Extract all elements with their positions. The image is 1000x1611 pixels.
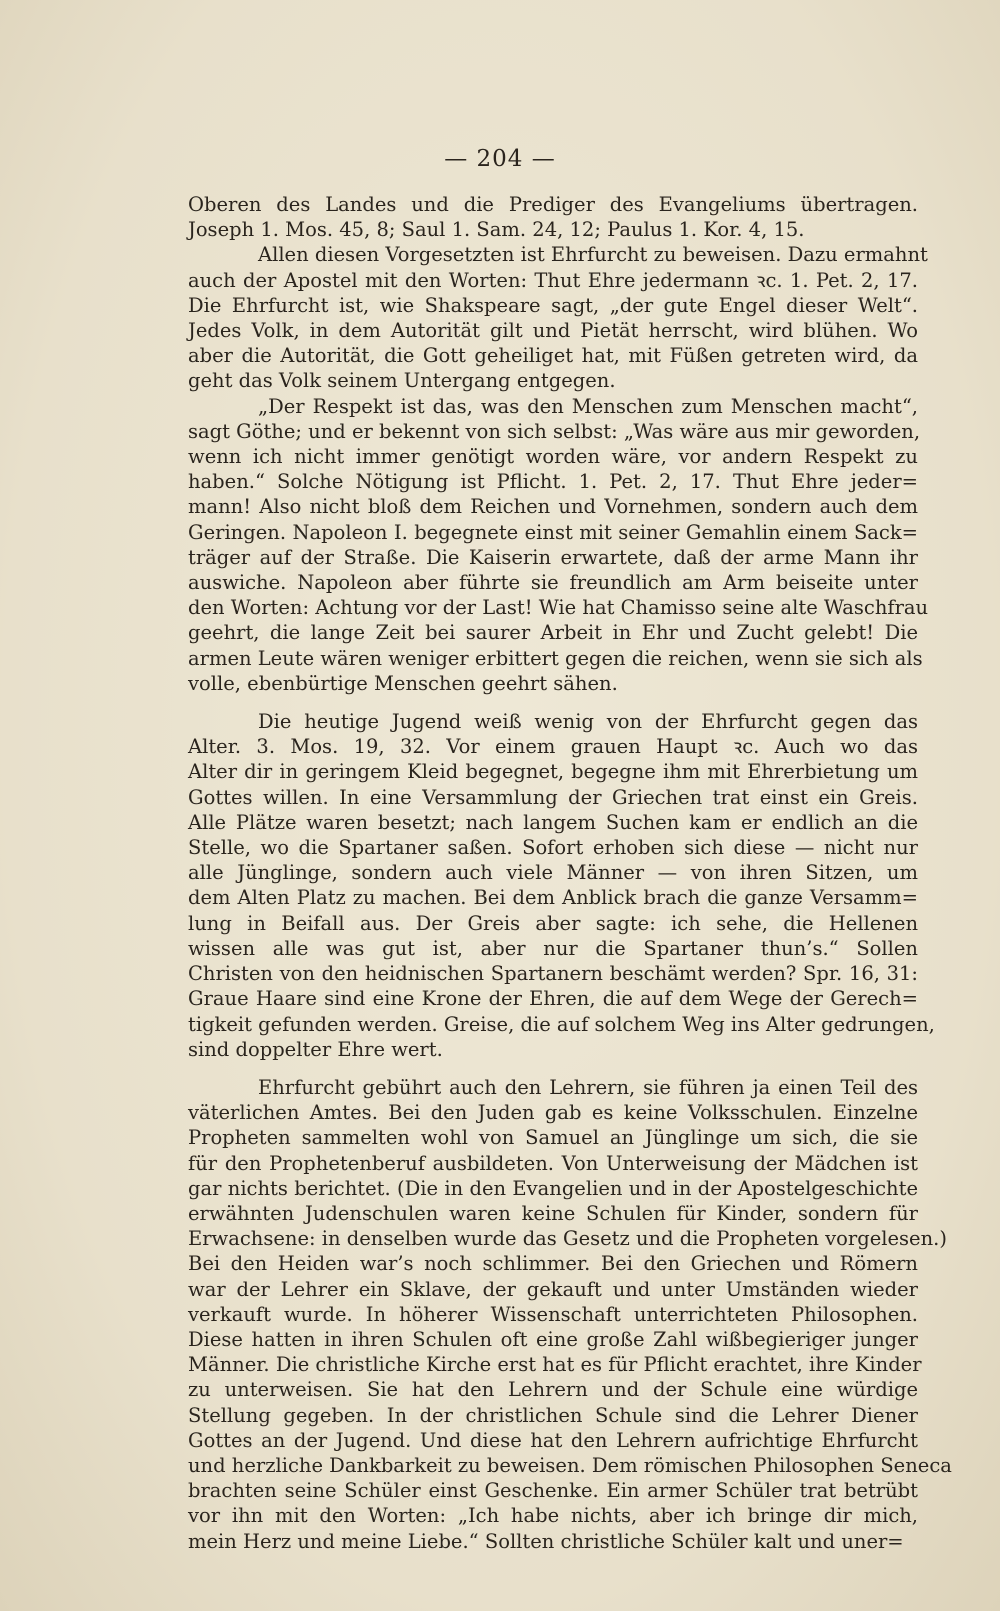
text-line: Geringen. Napoleon I. begegnete einst mit seiner Gemahlin einem Sack=: [188, 520, 918, 544]
text-line: und herzliche Dankbarkeit zu beweisen. Dem römischen Philosophen Seneca: [188, 1453, 952, 1477]
text-line: vor ihn mit den Worten: „Ich habe nichts, aber ich bringe dir mich,: [188, 1504, 918, 1528]
text-line: zu unterweisen. Sie hat den Lehrern und der Schule eine würdige: [188, 1378, 918, 1402]
text-line: Stellung gegeben. In der christlichen Schule sind die Lehrer Diener: [188, 1403, 918, 1427]
text-line: Stelle, wo die Spartaner saßen. Sofort erhoben sich diese — nicht nur: [188, 836, 918, 860]
text-line: Oberen des Landes und die Prediger des Evangeliums übertragen.: [188, 193, 918, 216]
text-line: Propheten sammelten wohl von Samuel an Jünglinge um sich, die sie: [188, 1126, 918, 1150]
text-line: träger auf der Straße. Die Kaiserin erwartete, daß der arme Mann ihr: [188, 545, 918, 569]
text-line: verkauft wurde. In höherer Wissenschaft unterrichteten Philosophen.: [188, 1302, 918, 1326]
text-line: gar nichts berichtet. (Die in den Evangelien und in der Apostelgeschichte: [188, 1176, 918, 1200]
text-line: Allen diesen Vorgesetzten ist Ehrfurcht zu beweisen. Dazu ermahnt: [258, 243, 928, 267]
paragraph-3: [188, 394, 929, 696]
text-line: aber die Autorität, die Gott geheiliget hat, mit Füßen getreten wird, da: [188, 344, 918, 368]
text-line: alle Jünglinge, sondern auch viele Männer — von ihren Sitzen, um: [188, 861, 918, 885]
text-line: Joseph 1. Mos. 45, 8; Saul 1. Sam. 24, 12; Paulus 1. Kor. 4, 15.: [188, 218, 805, 242]
text-line: sind doppelter Ehre wert.: [188, 1037, 443, 1061]
text-line: geehrt, die lange Zeit bei saurer Arbeit in Ehr und Zucht gelebt! Die: [188, 621, 918, 645]
text-line: Gottes willen. In eine Versammlung der Griechen trat einst ein Greis.: [188, 785, 918, 809]
text-line: Jedes Volk, in dem Autorität gilt und Pietät herrscht, wird blühen. Wo: [188, 319, 918, 343]
text-line: wenn ich nicht immer genötigt worden wäre, vor andern Respekt zu: [188, 445, 918, 469]
text-line: Alter dir in geringem Kleid begegnet, begegne ihm mit Ehrerbietung um: [188, 760, 918, 784]
text-line: „Der Respekt ist das, was den Menschen zum Menschen macht“,: [258, 394, 918, 418]
text-line: Die Ehrfurcht ist, wie Shakspeare sagt, „der gute Engel dieser Welt“.: [188, 293, 918, 317]
text-line: dem Alten Platz zu machen. Bei dem Anblick brach die ganze Versamm=: [188, 886, 918, 910]
paragraph-5: [188, 1075, 952, 1554]
text-line: Alter. 3. Mos. 19, 32. Vor einem grauen Haupt ꝛc. Auch wo das: [188, 735, 918, 759]
text-line: Christen von den heidnischen Spartanern beschämt werden? Spr. 16, 31:: [188, 962, 918, 986]
text-line: Männer. Die christliche Kirche erst hat es für Pflicht erachtet, ihre Kinder: [188, 1353, 922, 1377]
text-line: Die heutige Jugend weiß wenig von der Ehrfurcht gegen das: [258, 710, 918, 734]
text-line: für den Prophetenberuf ausbildeten. Von Unterweisung der Mädchen ist: [188, 1151, 918, 1175]
text-line: tigkeit gefunden werden. Greise, die auf solchem Weg ins Alter gedrungen,: [188, 1012, 935, 1036]
text-line: wissen alle was gut ist, aber nur die Spartaner thun’s.“ Sollen: [188, 936, 918, 960]
paragraph-1: [188, 192, 918, 242]
text-line: Diese hatten in ihren Schulen oft eine große Zahl wißbegieriger junger: [188, 1327, 918, 1351]
page-number: — 204 —: [444, 146, 556, 172]
text-line: Bei den Heiden war’s noch schlimmer. Bei den Griechen und Römern: [188, 1252, 918, 1276]
text-line: den Worten: Achtung vor der Last! Wie hat Chamisso seine alte Waschfrau: [188, 596, 929, 620]
text-line: Erwachsene: in denselben wurde das Gesetz und die Propheten vorgelesen.): [188, 1227, 947, 1251]
text-line: war der Lehrer ein Sklave, der gekauft und unter Umständen wieder: [188, 1277, 918, 1301]
paragraph-2: [188, 242, 928, 393]
paragraph-4: [188, 709, 935, 1062]
text-line: väterlichen Amtes. Bei den Juden gab es keine Volksschulen. Einzelne: [188, 1101, 918, 1125]
text-line: sagt Göthe; und er bekennt von sich selbst: „Was wäre aus mir geworden,: [188, 419, 921, 443]
text-line: erwähnten Judenschulen waren keine Schulen für Kinder, sondern für: [188, 1201, 918, 1225]
text-line: brachten seine Schüler einst Geschenke. Ein armer Schüler trat betrübt: [188, 1479, 918, 1503]
text-line: armen Leute wären weniger erbittert gegen die reichen, wenn sie sich als: [188, 646, 923, 670]
text-line: haben.“ Solche Nötigung ist Pflicht. 1. Pet. 2, 17. Thut Ehre jeder=: [188, 470, 918, 494]
text-line: Gottes an der Jugend. Und diese hat den Lehrern aufrichtige Ehrfurcht: [188, 1428, 918, 1452]
text-line: auch der Apostel mit den Worten: Thut Ehre jedermann ꝛc. 1. Pet. 2, 17.: [188, 268, 918, 292]
text-line: volle, ebenbürtige Menschen geehrt sähen.: [188, 671, 618, 695]
text-line: Graue Haare sind eine Krone der Ehren, die auf dem Wege der Gerech=: [188, 987, 918, 1011]
text-line: Ehrfurcht gebührt auch den Lehrern, sie führen ja einen Teil des: [258, 1075, 918, 1099]
text-line: Alle Plätze waren besetzt; nach langem Suchen kam er endlich an die: [188, 810, 918, 834]
body-text: [188, 192, 952, 1554]
text-line: mein Herz und meine Liebe.“ Sollten christliche Schüler kalt und uner=: [188, 1529, 904, 1553]
text-line: lung in Beifall aus. Der Greis aber sagte: ich sehe, die Hellenen: [188, 911, 918, 935]
text-line: geht das Volk seinem Untergang entgegen.: [188, 369, 616, 393]
text-line: auswiche. Napoleon aber führte sie freundlich am Arm beiseite unter: [188, 571, 918, 595]
text-line: mann! Also nicht bloß dem Reichen und Vornehmen, sondern auch dem: [188, 495, 918, 519]
